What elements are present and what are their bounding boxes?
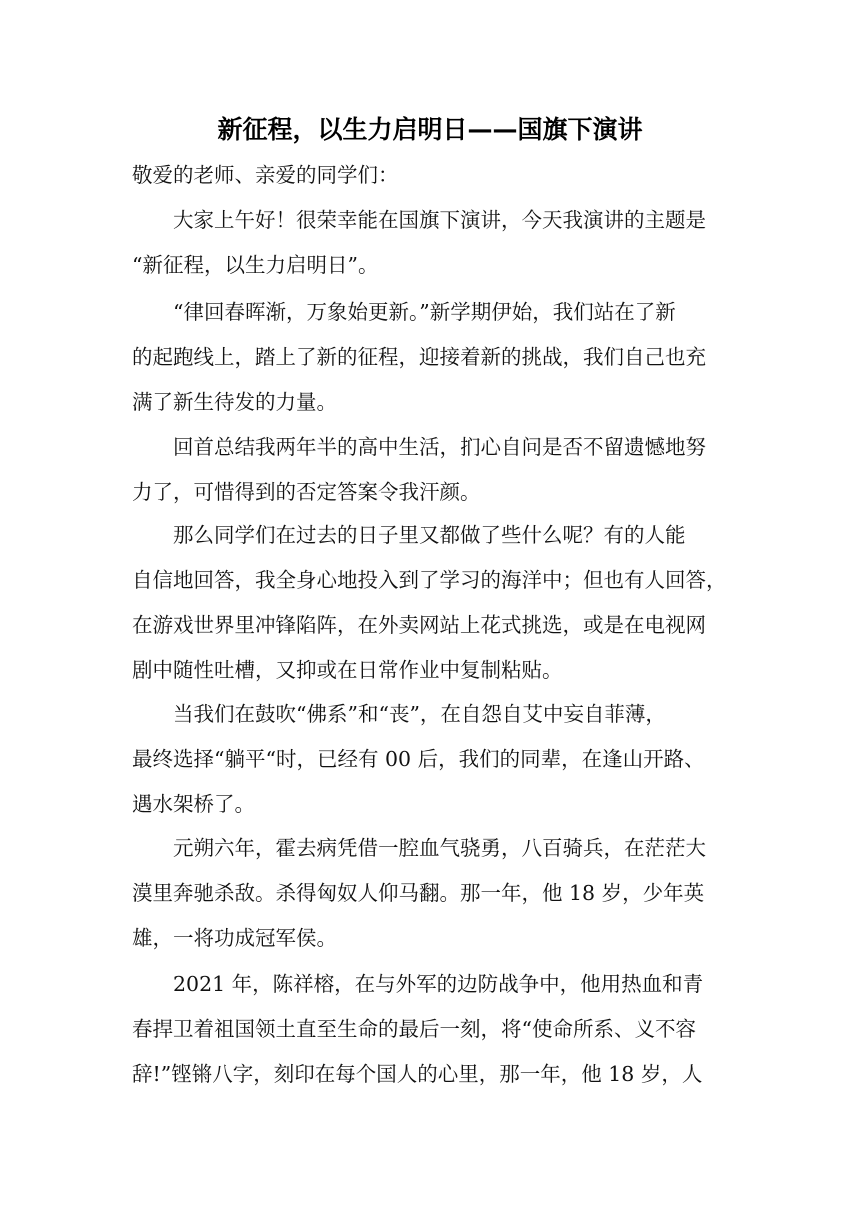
text-line: 辞!”铿锵八字，刻印在每个国人的心里，那一年，他 18 岁，人	[132, 1062, 703, 1086]
text-line: 漠里奔驰杀敌。杀得匈奴人仰马翻。那一年，他 18 岁，少年英	[132, 881, 705, 905]
paragraph-lying-flat	[132, 692, 732, 827]
text-line: 自信地回答，我全身心地投入到了学习的海洋中；但也有人回答，	[132, 568, 727, 592]
document-body	[132, 153, 732, 198]
text-line: 在游戏世界里冲锋陷阵，在外卖网站上花式挑选，或是在电视网	[132, 613, 706, 637]
text-line: “律回春晖渐，万象始更新。”新学期伊始，我们站在了新	[173, 300, 676, 324]
text-line: 力了，可惜得到的否定答案令我汗颜。	[132, 480, 481, 504]
text-line: 雄，一将功成冠军侯。	[132, 926, 337, 950]
text-line: 大家上午好！很荣幸能在国旗下演讲，今天我演讲的主题是	[173, 208, 706, 232]
text-line: 的起跑线上，踏上了新的征程，迎接着新的挑战，我们自己也充	[132, 345, 706, 369]
text-line: 当我们在鼓吹“佛系”和“丧”，在自怨自艾中妄自菲薄，	[173, 702, 666, 726]
paragraph-huo-qubing	[132, 826, 732, 961]
text-line: 满了新生待发的力量。	[132, 390, 337, 414]
document-title: 新征程，以生力启明日——国旗下演讲	[217, 115, 643, 144]
text-line: 春捍卫着祖国领土直至生命的最后一刻，将“使命所系、义不容	[132, 1017, 696, 1041]
text-line: 最终选择“躺平“时，已经有 00 后，我们的同辈，在逢山开路、	[132, 747, 705, 771]
salutation: 敬爱的老师、亲爱的同学们：	[132, 163, 399, 187]
paragraph-reflection	[132, 425, 732, 515]
paragraph-question	[132, 513, 732, 693]
text-line: 元朔六年，霍去病凭借一腔血气骁勇，八百骑兵，在茫茫大	[173, 836, 706, 860]
paragraph-new-semester	[132, 290, 732, 425]
text-line: 那么同学们在过去的日子里又都做了些什么呢？有的人能	[173, 523, 686, 547]
text-line: 2021 年，陈祥榕，在与外军的边防战争中，他用热血和青	[173, 972, 704, 996]
text-line: 剧中随性吐槽，又抑或在日常作业中复制粘贴。	[132, 658, 563, 682]
paragraph-greeting	[132, 198, 732, 288]
text-line: 回首总结我两年半的高中生活，扪心自问是否不留遗憾地努	[173, 435, 706, 459]
paragraph-chen-xiangrong	[132, 962, 732, 1097]
text-line: 遇水架桥了。	[132, 792, 255, 816]
text-line: “新征程，以生力启明日”。	[132, 253, 379, 277]
